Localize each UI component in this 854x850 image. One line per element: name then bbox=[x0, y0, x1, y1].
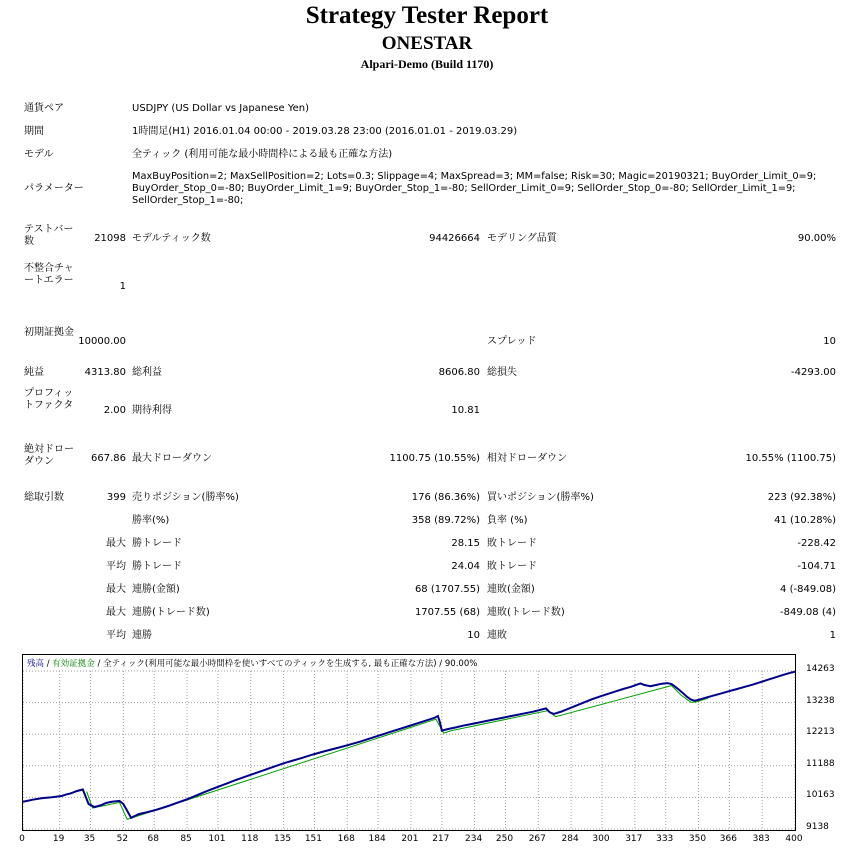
avg-loss-label: 敗トレード bbox=[487, 561, 537, 572]
period-label: 期間 bbox=[24, 126, 44, 137]
x-tick-label: 300 bbox=[592, 834, 610, 844]
period-value: 1時間足(H1) 2016.01.04 00:00 - 2019.03.28 23:00 (2016.01.01 - 2019.03.29) bbox=[132, 126, 518, 137]
x-tick-label: 284 bbox=[561, 834, 579, 844]
max-dd-label: 最大ドローダウン bbox=[132, 453, 212, 464]
x-tick-label: 0 bbox=[19, 834, 25, 844]
x-tick-label: 217 bbox=[432, 834, 450, 844]
max-consec-loss-count-value: -849.08 (4) bbox=[780, 607, 836, 618]
symbol-value: USDJPY (US Dollar vs Japanese Yen) bbox=[132, 103, 310, 114]
max-dd-value: 1100.75 (10.55%) bbox=[389, 453, 480, 464]
expected-value: 10.81 bbox=[451, 405, 480, 416]
legend-model: 全ティック(利用可能な最小時間枠を使いすべてのティックを生成する, 最も正確な方法) bbox=[103, 659, 437, 669]
x-tick-label: 151 bbox=[304, 834, 323, 844]
x-tick-label: 118 bbox=[241, 834, 259, 844]
report-title: Strategy Tester Report bbox=[305, 2, 549, 29]
long-value: 223 (92.38%) bbox=[767, 492, 836, 503]
avg-prefix-2: 平均 bbox=[106, 630, 126, 641]
largest-win-label: 勝トレード bbox=[132, 538, 182, 549]
y-tick-label: 13238 bbox=[806, 695, 835, 706]
quality-value: 90.00% bbox=[797, 233, 836, 244]
equity-line bbox=[87, 686, 708, 820]
x-tick-label: 168 bbox=[337, 834, 355, 844]
params-value: MaxBuyPosition=2; MaxSellPosition=2; Lots=0.3; Slippage=4; MaxSpread=3; MM=false; Risk=30; Magic=20190321; BuyOrder_Limit_0=9; BuyOrder_Stop_0=-80; BuyOrder_Limit_1=9; BuyOrder_Stop_1=-80; SellOrder_Limit_0=9; SellOrder_Stop_0=-80; SellOrder_Limit_1=9; SellOrder_Stop_1=-80; bbox=[132, 171, 817, 206]
legend-sep-3: / bbox=[436, 659, 445, 669]
quality-label: モデリング品質 bbox=[487, 233, 557, 244]
model-value: 全ティック (利用可能な最小時間枠による最も正確な方法) bbox=[132, 149, 393, 160]
legend-equity: 有効証拠金 bbox=[52, 659, 95, 669]
bars-value: 21098 bbox=[94, 233, 126, 244]
symbol-label: 通貨ペア bbox=[24, 103, 64, 114]
deposit-label: 初期証拠金 bbox=[24, 327, 74, 338]
x-tick-label: 383 bbox=[752, 834, 770, 844]
chart-legend bbox=[27, 657, 477, 669]
max-consec-win-count-value: 1707.55 (68) bbox=[414, 607, 480, 618]
short-label: 売りポジション(勝率%) bbox=[132, 492, 239, 503]
x-tick-label: 201 bbox=[401, 834, 419, 844]
gross-profit-value: 8606.80 bbox=[438, 367, 480, 378]
max-consec-win-count-label: 連勝(トレード数) bbox=[132, 607, 210, 618]
model-label: モデル bbox=[24, 149, 54, 160]
expected-label: 期待利得 bbox=[132, 405, 172, 416]
x-tick-label: 267 bbox=[528, 834, 546, 844]
x-tick-label: 250 bbox=[495, 834, 514, 844]
gross-loss-value: -4293.00 bbox=[791, 367, 836, 378]
abs-dd-label: 絶対ドローダウン bbox=[24, 444, 74, 467]
legend-quality: 90.00% bbox=[444, 659, 478, 669]
largest-loss-value: -228.42 bbox=[797, 538, 836, 549]
legend-sep-1: / bbox=[44, 659, 53, 669]
max-consec-loss-count-label: 連敗(トレード数) bbox=[487, 607, 565, 618]
trades-value: 399 bbox=[106, 492, 126, 503]
x-tick-label: 52 bbox=[116, 834, 129, 844]
y-tick-label: 12213 bbox=[806, 727, 835, 738]
y-axis bbox=[800, 654, 854, 834]
max-consec-win-money-label: 連勝(金額) bbox=[132, 584, 180, 595]
pf-label: プロフィットファクタ bbox=[24, 388, 74, 411]
gross-loss-label: 総損失 bbox=[487, 367, 517, 378]
max-consec-loss-money-value: 4 (-849.08) bbox=[780, 584, 836, 595]
x-tick-label: 317 bbox=[625, 834, 643, 844]
ticks-value: 94426664 bbox=[429, 233, 480, 244]
spread-label: スプレッド bbox=[487, 336, 537, 347]
max-prefix-2: 最大 bbox=[106, 584, 126, 595]
largest-win-value: 28.15 bbox=[451, 538, 480, 549]
x-tick-label: 135 bbox=[273, 834, 292, 844]
balance-chart bbox=[22, 654, 796, 831]
lossrate-value: 41 (10.28%) bbox=[774, 515, 836, 526]
x-tick-label: 184 bbox=[368, 834, 386, 844]
winrate-label: 勝率(%) bbox=[132, 515, 170, 526]
rel-dd-label: 相対ドローダウン bbox=[487, 453, 567, 464]
ticks-label: モデルティック数 bbox=[132, 233, 211, 244]
x-tick-label: 333 bbox=[656, 834, 674, 844]
gross-profit-label: 総利益 bbox=[132, 367, 162, 378]
net-value: 4313.80 bbox=[84, 367, 126, 378]
largest-loss-label: 敗トレード bbox=[487, 538, 537, 549]
avg-consec-win-value: 10 bbox=[467, 630, 480, 641]
spread-value: 10 bbox=[823, 336, 836, 347]
x-axis bbox=[19, 834, 822, 848]
avg-prefix: 平均 bbox=[106, 561, 126, 572]
short-value: 176 (86.36%) bbox=[411, 492, 480, 503]
pf-value: 2.00 bbox=[103, 405, 126, 416]
long-label: 買いポジション(勝率%) bbox=[487, 492, 594, 503]
winrate-value: 358 (89.72%) bbox=[411, 515, 480, 526]
avg-consec-win-label: 連勝 bbox=[132, 630, 152, 641]
server-build: Alpari-Demo (Build 1170) bbox=[360, 57, 494, 71]
y-tick-label: 9138 bbox=[806, 822, 829, 832]
bars-label: テストバー数 bbox=[24, 224, 74, 247]
legend-sep-2: / bbox=[94, 659, 104, 669]
x-tick-label: 366 bbox=[719, 834, 737, 844]
lossrate-label: 負率 (%) bbox=[487, 515, 528, 526]
avg-consec-loss-label: 連敗 bbox=[487, 630, 507, 641]
max-prefix: 最大 bbox=[106, 538, 126, 549]
mismatch-value: 1 bbox=[119, 281, 126, 292]
avg-win-value: 24.04 bbox=[451, 561, 480, 572]
y-tick-label: 14263 bbox=[806, 664, 835, 674]
max-consec-win-money-value: 68 (1707.55) bbox=[414, 584, 480, 595]
net-label: 純益 bbox=[24, 367, 44, 378]
expert-name: ONESTAR bbox=[381, 33, 473, 54]
x-tick-label: 400 bbox=[785, 834, 803, 844]
x-tick-label: 35 bbox=[83, 834, 96, 844]
x-tick-label: 19 bbox=[52, 834, 65, 844]
chart-plot bbox=[23, 655, 795, 830]
x-tick-label: 85 bbox=[180, 834, 192, 844]
abs-dd-value: 667.86 bbox=[91, 453, 126, 464]
params-label: パラメーター bbox=[24, 183, 84, 194]
avg-consec-loss-value: 1 bbox=[829, 630, 836, 641]
y-tick-label: 11188 bbox=[806, 758, 835, 769]
x-tick-label: 68 bbox=[147, 834, 159, 844]
x-tick-label: 101 bbox=[208, 834, 226, 844]
deposit-value: 10000.00 bbox=[78, 336, 126, 347]
avg-loss-value: -104.71 bbox=[797, 561, 836, 572]
avg-win-label: 勝トレード bbox=[132, 561, 182, 572]
max-consec-loss-money-label: 連敗(金額) bbox=[487, 584, 535, 595]
mismatch-label: 不整合チャートエラー bbox=[24, 263, 74, 286]
legend-balance: 残高 bbox=[27, 659, 45, 669]
max-prefix-3: 最大 bbox=[106, 607, 126, 618]
x-tick-label: 350 bbox=[688, 834, 707, 844]
trades-label: 総取引数 bbox=[24, 492, 64, 503]
x-tick-label: 234 bbox=[465, 834, 483, 844]
rel-dd-value: 10.55% (1100.75) bbox=[745, 453, 836, 464]
y-tick-label: 10163 bbox=[806, 790, 835, 801]
